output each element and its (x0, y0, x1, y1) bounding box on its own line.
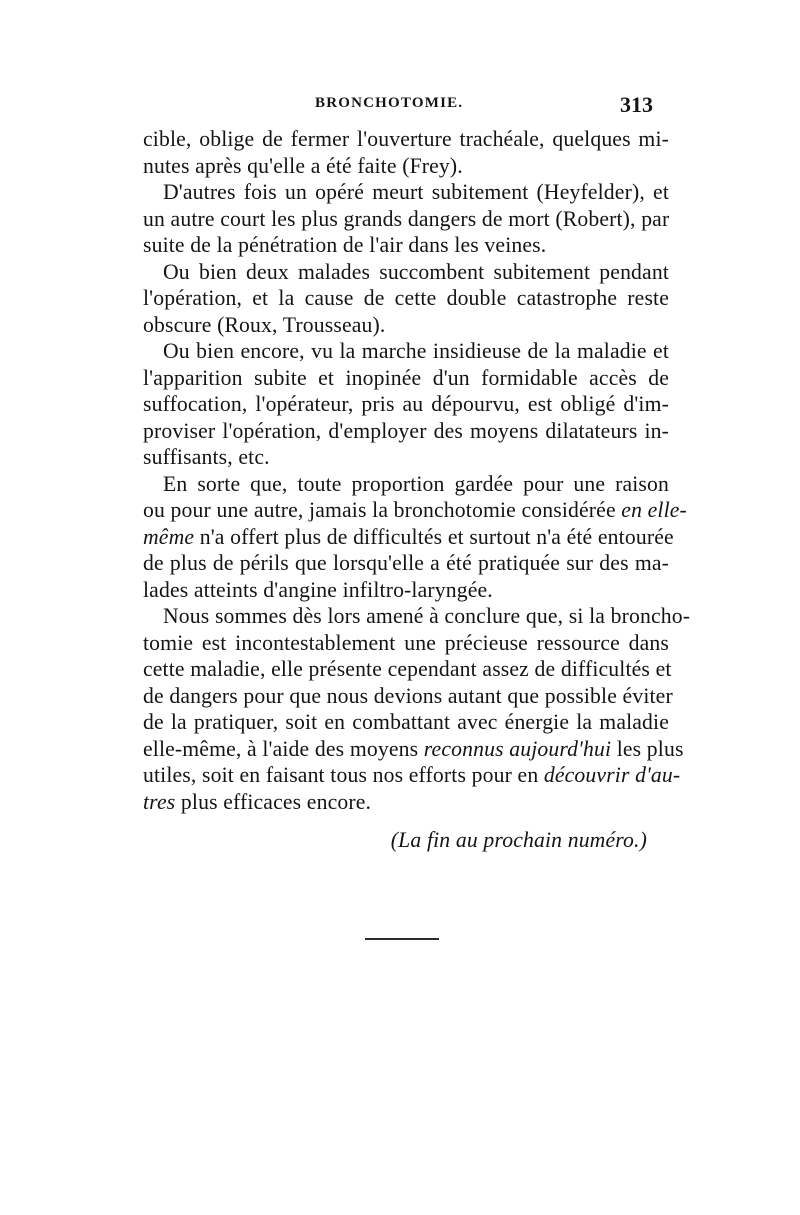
text-line (143, 762, 681, 789)
text-line: lades atteints d'angine infiltro-laryngée. (143, 577, 493, 602)
text-line (143, 789, 669, 816)
text-line: suffisants, etc. (143, 445, 270, 469)
text-run: utiles, soit en faisant tous nos efforts pour en (143, 763, 544, 787)
paragraph-6 (143, 603, 691, 815)
text-run: ou pour une autre, jamais la bronchotomie considérée (143, 498, 622, 522)
text-line (143, 524, 674, 551)
text-line: un autre court les plus grands dangers de mort (Robert), par (143, 206, 670, 231)
text-run: elle-même, à l'aide des moyens (143, 736, 424, 761)
text-line: nutes après qu'elle a été faite (Frey). (143, 153, 463, 178)
text-line: de dangers pour que nous devions autant que possible éviter (143, 683, 673, 708)
text-line: obscure (Roux, Trousseau). (143, 312, 386, 337)
running-head (143, 92, 669, 126)
text-line: suffocation, l'opérateur, pris au dépourvu, est obligé d'im- (143, 392, 669, 416)
text-line: de la pratiquer, soit en combattant avec énergie la maladie (143, 710, 669, 734)
paragraph-1 (143, 126, 669, 179)
paragraph-2 (143, 179, 669, 259)
text-line: l'opération, et la cause de cette double catastrophe reste (143, 286, 669, 310)
text-run: n'a offert plus de difficultés et surtout n'a été entourée (194, 524, 674, 549)
closing-note: (La fin au prochain numéro.) (390, 828, 647, 852)
text-line: En sorte que, toute proportion gardée pour une raison (163, 471, 669, 496)
text-line: Ou bien deux malades succombent subitement pendant (163, 259, 669, 284)
text-line: cible, oblige de fermer l'ouverture trachéale, quelques mi- (143, 127, 669, 151)
running-title: BRONCHOTOMIE. (315, 95, 464, 111)
text-line: proviser l'opération, d'employer des moyens dilatateurs in- (143, 418, 669, 443)
text-line: tomie est incontestablement une précieuse ressource dans (143, 630, 669, 655)
italic-phrase: reconnus aujourd'hui (423, 736, 612, 761)
text-line: D'autres fois un opéré meurt subitement (Heyfelder), et (163, 180, 669, 204)
paragraph-5 (143, 471, 687, 604)
text-line: Nous sommes dès lors amené à conclure que, si la broncho- (163, 604, 691, 628)
italic-phrase: tres (143, 789, 176, 814)
text-line: cette maladie, elle présente cependant assez de difficultés et (143, 657, 672, 681)
text-run: plus efficaces encore. (175, 789, 372, 814)
page-number: 313 (620, 92, 653, 117)
text-line: l'apparition subite et inopinée d'un formidable accès de (143, 365, 669, 390)
italic-phrase: même (143, 524, 195, 549)
body-text (143, 126, 691, 854)
italic-phrase: découvrir d'au- (543, 763, 681, 787)
italic-phrase: en elle- (621, 498, 687, 522)
text-line (143, 497, 687, 524)
text-run: les plus (611, 736, 684, 761)
text-line (143, 736, 684, 763)
paragraph-4 (143, 338, 669, 471)
text-line: de plus de périls que lorsqu'elle a été pratiquée sur des ma- (143, 551, 669, 575)
text-line: Ou bien encore, vu la marche insidieuse de la maladie et (163, 339, 669, 363)
paragraph-3 (143, 259, 669, 339)
book-page (143, 92, 691, 854)
end-rule (365, 938, 439, 940)
text-line: suite de la pénétration de l'air dans les veines. (143, 233, 547, 257)
